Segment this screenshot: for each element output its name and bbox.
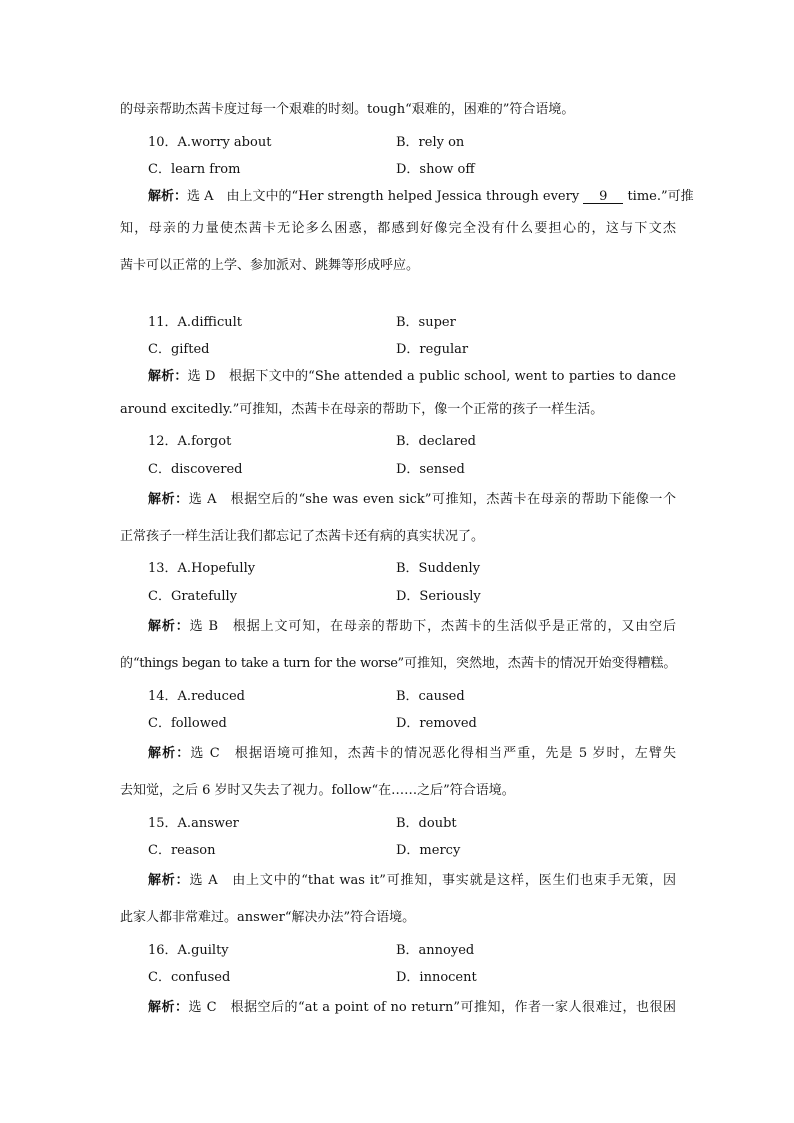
q15-option-c: C．reason (148, 843, 216, 858)
q13-option-d: D．Seriously (396, 589, 481, 604)
q16-option-a: 16．A.guilty (148, 943, 229, 958)
q14-option-a: 14．A.reduced (148, 689, 245, 704)
q12-explanation-line-2: 正常孩子一样生活让我们都忘记了杰茜卡还有病的真实状况了。 (120, 529, 485, 544)
q13-explanation-line-2: 的“things began to take a turn for the worse”可推知，突然地，杰茜卡的情况开始变得糟糕。 (120, 656, 676, 671)
blank-9: 9 (583, 190, 623, 204)
q14-explanation-line-2: 去知觉，之后 6 岁时又失去了视力。follow“在……之后”符合语境。 (120, 783, 515, 798)
explanation-label: 解析： (148, 619, 190, 634)
q10-number: 10． (148, 135, 178, 150)
q14-option-b: B．caused (396, 689, 465, 704)
q14-option-c: C．followed (148, 716, 227, 731)
q13-option-a: 13．A.Hopefully (148, 561, 256, 576)
q15-number: 15． (148, 816, 178, 831)
q12-option-d: D．sensed (396, 462, 465, 477)
q12-explanation-line-1: 解析：选 A 根据空后的“she was even sick”可推知，杰茜卡在母亲的帮助下能像一个 (148, 492, 676, 507)
q12-option-a: 12．A.forgot (148, 434, 232, 449)
q12-option-b: B．declared (396, 434, 476, 449)
q14-number: 14． (148, 689, 178, 704)
q11-option-a: 11．A.difficult (148, 315, 242, 330)
explanation-label: 解析： (148, 369, 188, 384)
q13-explanation-line-1: 解析：选 B 根据上文可知，在母亲的帮助下，杰茜卡的生活似乎是正常的，又由空后 (148, 619, 676, 634)
q16-explanation-line-1: 解析：选 C 根据空后的“at a point of no return”可推知，作者一家人很难过，也很困 (148, 1000, 676, 1015)
q16-option-d: D．innocent (396, 970, 477, 985)
explanation-label: 解析： (148, 492, 189, 507)
q14-explanation-line-1: 解析：选 C 根据语境可推知，杰茜卡的情况恶化得相当严重，先是 5 岁时，左臂失 (148, 746, 676, 761)
q15-option-d: D．mercy (396, 843, 461, 858)
q16-number: 16． (148, 943, 178, 958)
q11-explanation-line-2: around excitedly.”可推知，杰茜卡在母亲的帮助下，像一个正常的孩子一样生活。 (120, 402, 604, 417)
q15-option-b: B．doubt (396, 816, 457, 831)
explanation-label: 解析： (148, 746, 191, 761)
q15-explanation-line-1: 解析：选 A 由上文中的“that was it”可推知，事实就是这样，医生们也束手无策，因 (148, 873, 676, 888)
q16-option-b: B．annoyed (396, 943, 475, 958)
q11-option-c: C．gifted (148, 342, 210, 357)
q10-option-b: B．rely on (396, 135, 465, 150)
explanation-label: 解析： (148, 873, 190, 888)
q10-option-a: 10．A.worry about (148, 135, 272, 150)
q14-option-d: D．removed (396, 716, 477, 731)
q10-explanation-line-2: 知，母亲的力量使杰茜卡无论多么困惑，都感到好像完全没有什么要担心的，这与下文杰 (120, 221, 676, 236)
q16-option-c: C．confused (148, 970, 231, 985)
q11-option-d: D．regular (396, 342, 469, 357)
q10-option-d: D．show off (396, 162, 475, 177)
q11-explanation-line-1: 解析：选 D 根据下文中的“She attended a public school, went to parties to dance (148, 369, 676, 384)
q11-number: 11． (148, 315, 178, 330)
q12-number: 12． (148, 434, 178, 449)
q12-option-c: C．discovered (148, 462, 243, 477)
explanation-label: 解析： (148, 1000, 189, 1015)
explanation-label: 解析： (148, 189, 188, 204)
q9-explanation-tail: 的母亲帮助杰茜卡度过每一个艰难的时刻。tough“艰难的，困难的”符合语境。 (120, 102, 575, 117)
q15-option-a: 15．A.answer (148, 816, 239, 831)
q13-option-c: C．Gratefully (148, 589, 238, 604)
q11-option-b: B．super (396, 315, 456, 330)
q10-explanation-line-1: 解析：选 A 由上文中的“Her strength helped Jessica through every 9 time.”可推 (148, 189, 694, 204)
q10-explanation-line-3: 茜卡可以正常的上学、参加派对、跳舞等形成呼应。 (120, 258, 420, 273)
q13-number: 13． (148, 561, 178, 576)
q15-explanation-line-2: 此家人都非常难过。answer“解决办法”符合语境。 (120, 910, 416, 925)
q13-option-b: B．Suddenly (396, 561, 481, 576)
q10-option-c: C．learn from (148, 162, 241, 177)
